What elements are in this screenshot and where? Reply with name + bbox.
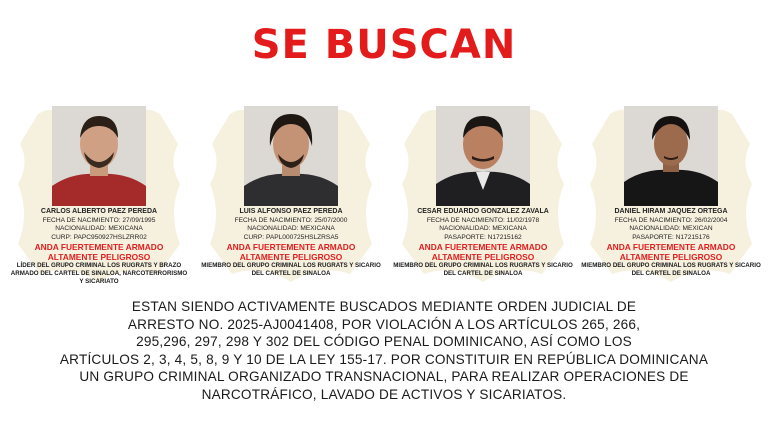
suspect-nationality: NACIONALIDAD: MEXICAN [629,225,713,233]
statement-line: ARRESTO NO. 2025-AJ0041408, POR VIOLACIÓN A LOS ARTÍCULOS 265, 266, [127,316,641,332]
suspect-birthdate: FECHA DE NACIMIENTO: 27/09/1995 [42,216,156,224]
suspect-id: CURP: PAPL000725HSLZRSA5 [243,233,339,241]
warning-armed: ANDA FUERTEMENTE ARMADO [34,242,164,253]
suspect-nationality: NACIONALIDAD: MEXICANA [247,225,335,233]
suspect-role: MIEMBRO DEL GRUPO CRIMINAL LOS RUGRATS Y SICARIO DEL CARTEL DE SINALOA [393,262,573,277]
suspect-card [8,104,190,284]
suspect-card [200,104,382,284]
statement-line: ESTAN SIENDO ACTIVAMENTE BUSCADOS MEDIANTE ORDEN JUDICIAL DE [131,299,637,314]
suspect-card [392,104,574,284]
suspect-photo [52,106,146,206]
suspect-id: CURP: PAPC950927HSLZRR02 [51,233,147,241]
statement-line: ARTÍCULOS 2, 3, 4, 5, 8, 9 Y 10 DE LA LEY 155-17. POR CONSTITUIR EN REPÚBLICA DOMINICANA [59,351,709,367]
suspect-name: DANIEL HIRAM JAQUEZ ORTEGA [614,208,728,215]
suspect-name: CESAR EDUARDO GONZALEZ ZAVALA [417,208,549,215]
legal-statement [34,298,734,404]
page-title: SE BUSCAN [251,22,517,68]
warning-dangerous: ALTAMENTE PELIGROSO [47,252,151,263]
warning-armed: ANDA FUERTEMENTE ARMADO [418,242,548,253]
suspect-role: MIEMBRO DEL GRUPO CRIMINAL LOS RUGRATS Y SICARIO DEL CARTEL DE SINALOA [201,262,381,277]
statement-line: NARCOTRÁFICO, LAVADO DE ACTIVOS Y SICARIATOS. [201,386,567,402]
warning-dangerous: ALTAMENTE PELIGROSO [431,252,535,263]
suspect-name: LUIS ALFONSO PAEZ PEREDA [239,208,343,215]
warning-armed: ANDA FUERTEMENTE ARMADO [226,242,356,253]
suspect-id: PASAPORTE: N17215176 [632,233,710,241]
suspect-photo [436,106,530,206]
statement-line: UN GRUPO CRIMINAL ORGANIZADO TRANSNACIONAL, PARA REALIZAR OPERACIONES DE [79,369,689,385]
suspect-nationality: NACIONALIDAD: MEXICANA [55,225,143,233]
suspect-role: MIEMBRO DEL GRUPO CRIMINAL LOS RUGRATS Y SICARIO DEL CARTEL DE SINALOA [581,262,761,277]
suspect-birthdate: FECHA DE NACIMIENTO: 11/02/1978 [426,216,540,224]
suspect-birthdate: FECHA DE NACIMIENTO: 25/07/2000 [234,216,348,224]
suspect-name: CARLOS ALBERTO PAEZ PEREDA [40,208,158,215]
suspect-id: PASAPORTE: N17215162 [444,233,522,241]
suspect-nationality: NACIONALIDAD: MEXICANA [439,225,527,233]
warning-dangerous: ALTAMENTE PELIGROSO [619,252,723,263]
suspect-photo [624,106,718,206]
suspect-role: LÍDER DEL GRUPO CRIMINAL LOS RUGRATS Y BRAZO ARMADO DEL CARTEL DE SINALOA, NARCOTERRORISMO Y SICARIATO [10,262,188,285]
suspect-photo [244,106,338,206]
suspect-birthdate: FECHA DE NACIMIENTO: 26/02/2004 [614,216,728,224]
warning-armed: ANDA FUERTEMENTE ARMADO [606,242,736,253]
statement-line: 295,296, 297, 298 Y 302 DEL CÓDIGO PENAL DOMINICANO, ASÍ COMO LOS [136,334,632,350]
suspect-card [580,104,762,284]
warning-dangerous: ALTAMENTE PELIGROSO [239,252,343,263]
